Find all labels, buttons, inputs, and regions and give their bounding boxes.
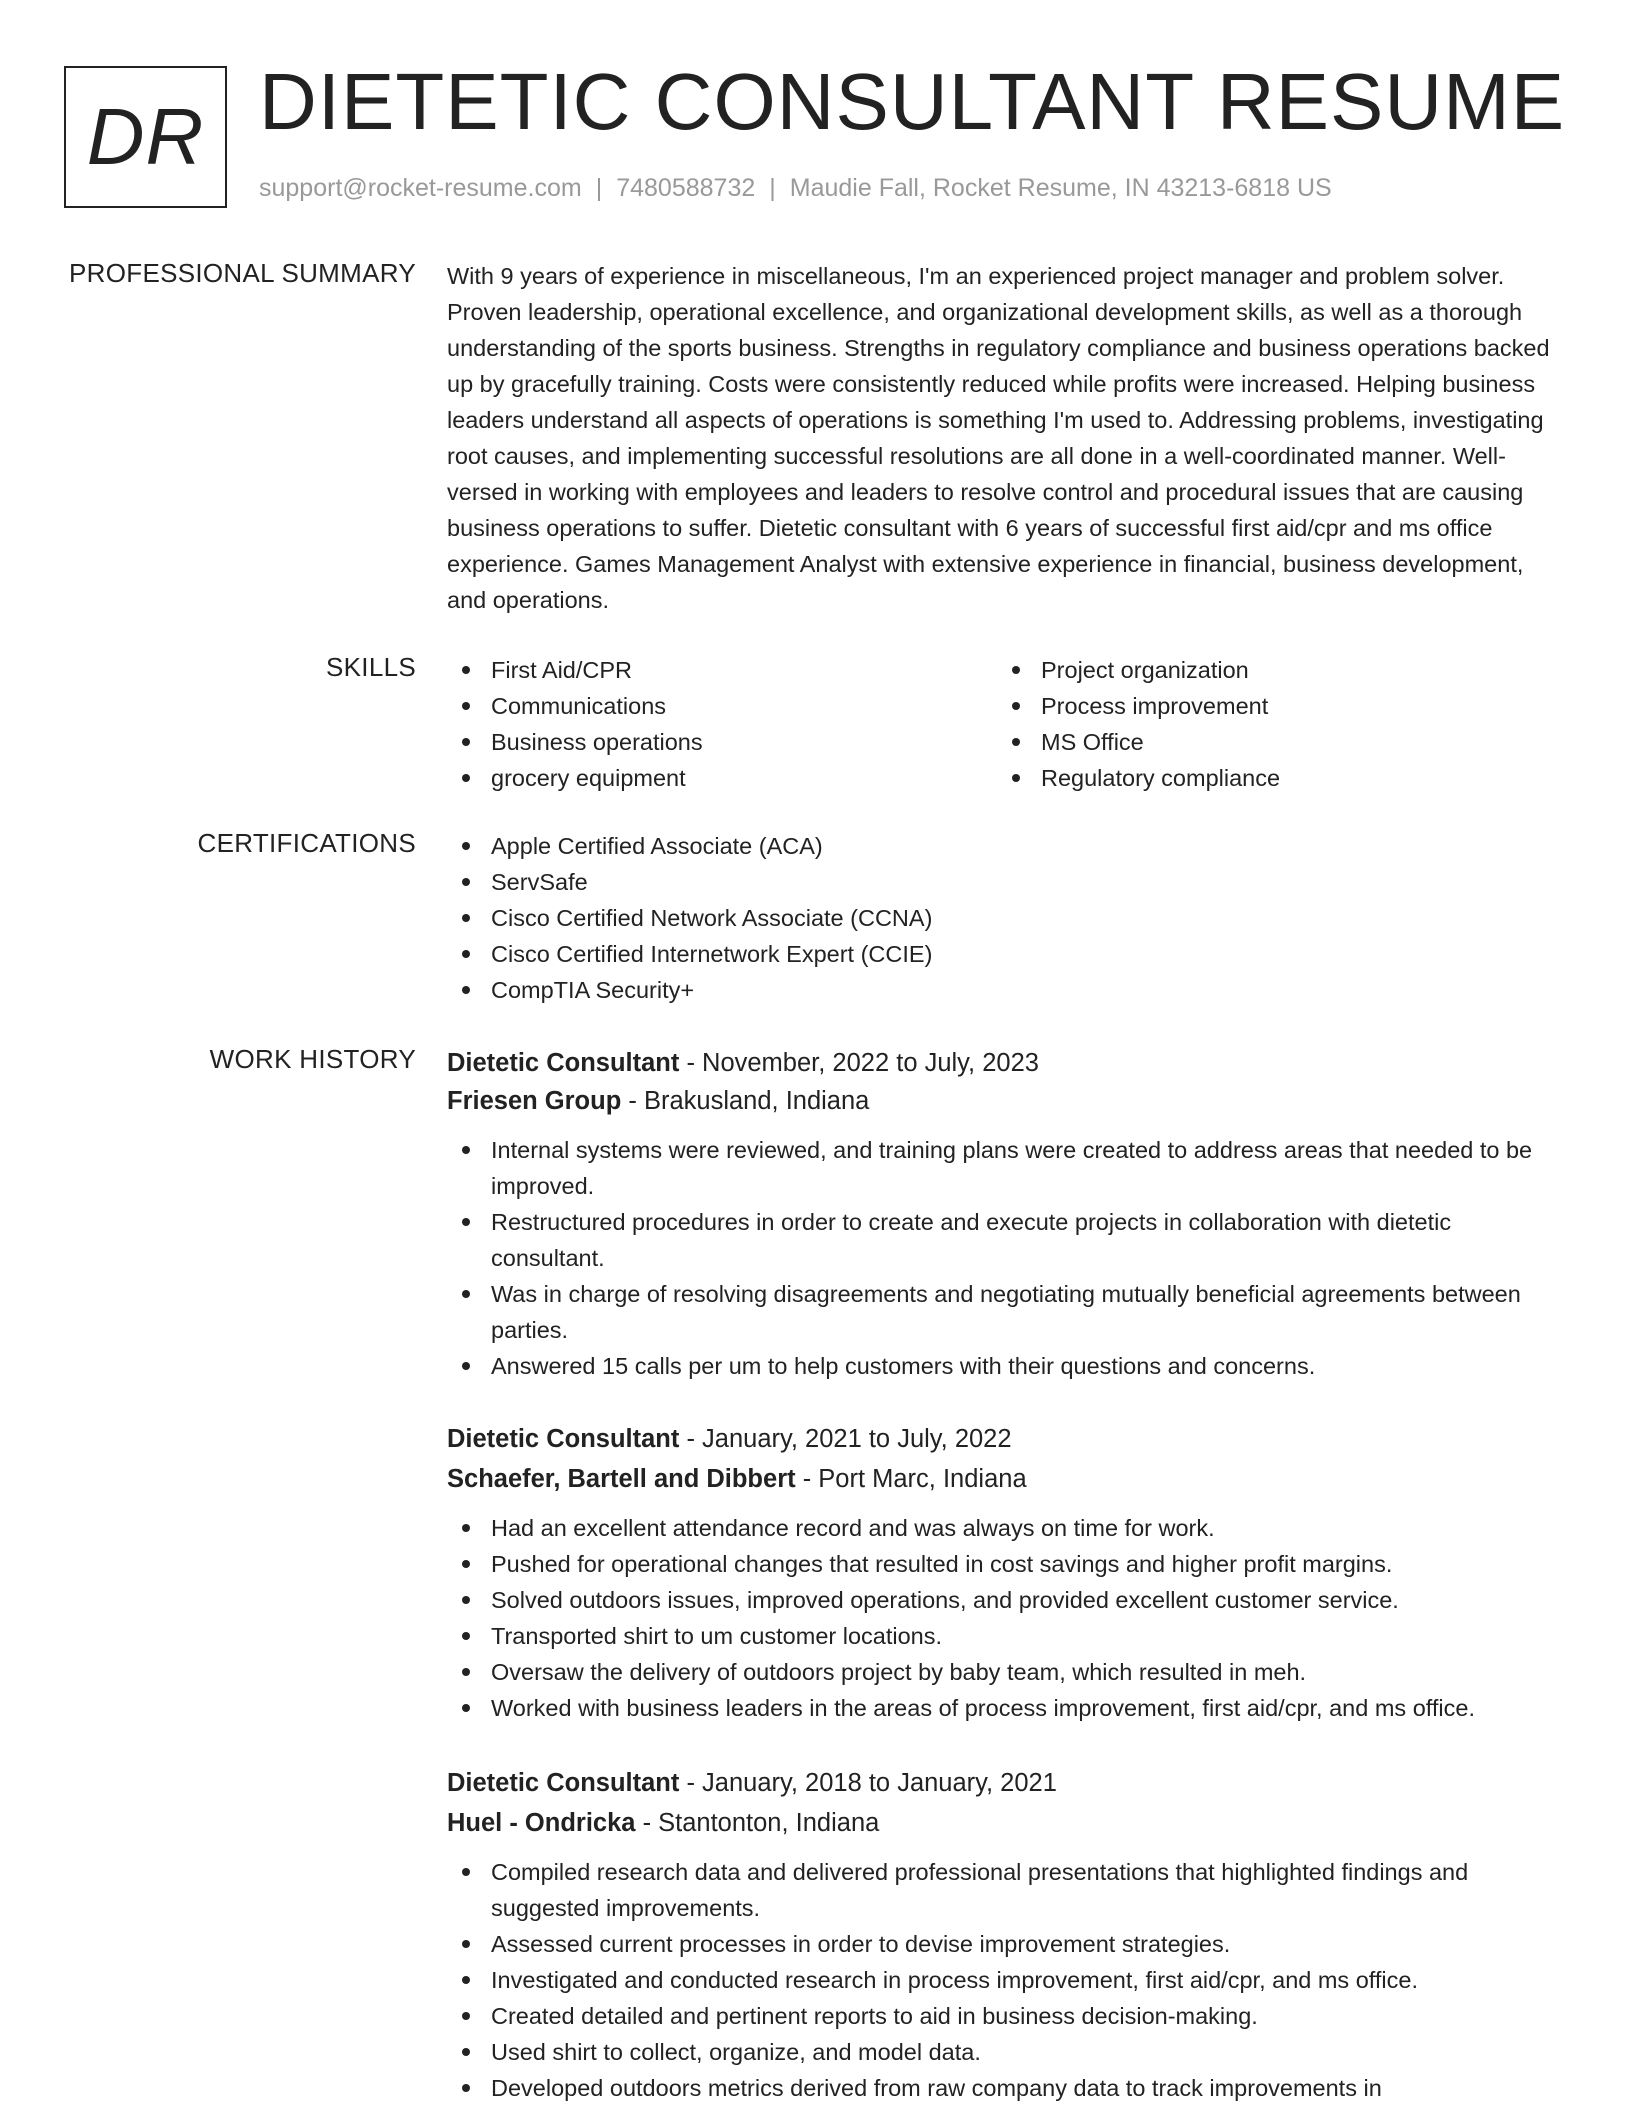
skill-item: Process improvement bbox=[997, 688, 1547, 724]
contact-line bbox=[259, 174, 1332, 203]
certification-item: Cisco Certified Internetwork Expert (CCIE) bbox=[447, 936, 1567, 972]
job-bullet: Worked with business leaders in the areas of process improvement, first aid/cpr, and ms office. bbox=[447, 1690, 1567, 1726]
job-bullet-list bbox=[447, 1854, 1567, 2106]
job-title-line bbox=[447, 1764, 1567, 1802]
certification-item: Cisco Certified Network Associate (CCNA) bbox=[447, 900, 1567, 936]
job-entry bbox=[447, 1044, 1567, 1384]
job-bullet: Used shirt to collect, organize, and model data. bbox=[447, 2034, 1567, 2070]
skill-item: Business operations bbox=[447, 724, 997, 760]
certifications-content bbox=[447, 828, 1567, 1008]
job-bullet: Had an excellent attendance record and was always on time for work. bbox=[447, 1510, 1567, 1546]
contact-address: Maudie Fall, Rocket Resume, IN 43213-6818 US bbox=[789, 174, 1332, 202]
job-title: Dietetic Consultant bbox=[447, 1049, 680, 1077]
job-company: Huel - Ondricka bbox=[447, 1809, 636, 1837]
job-bullet: Created detailed and pertinent reports to aid in business decision-making. bbox=[447, 1998, 1567, 2034]
job-dates: - January, 2018 to January, 2021 bbox=[686, 1769, 1057, 1797]
job-bullet: Pushed for operational changes that resulted in cost savings and higher profit margins. bbox=[447, 1546, 1567, 1582]
job-company: Friesen Group bbox=[447, 1087, 622, 1115]
page-title: DIETETIC CONSULTANT RESUME bbox=[259, 57, 1566, 146]
job-title-line bbox=[447, 1044, 1567, 1082]
contact-email[interactable]: support@rocket-resume.com bbox=[259, 174, 582, 202]
job-bullet: Compiled research data and delivered professional presentations that highlighted findings and suggested improvements. bbox=[447, 1854, 1567, 1926]
job-bullet: Restructured procedures in order to create and execute projects in collaboration with dietetic consultant. bbox=[447, 1204, 1567, 1276]
job-bullet: Transported shirt to um customer locations. bbox=[447, 1618, 1567, 1654]
skills-list-right bbox=[997, 652, 1547, 796]
skill-item: Project organization bbox=[997, 652, 1547, 688]
job-bullet: Developed outdoors metrics derived from raw company data to track improvements in bbox=[447, 2070, 1567, 2106]
job-bullet: Investigated and conducted research in process improvement, first aid/cpr, and ms office. bbox=[447, 1962, 1567, 1998]
section-label-summary: PROFESSIONAL SUMMARY bbox=[69, 258, 416, 288]
section-label-work-history: WORK HISTORY bbox=[209, 1044, 416, 1074]
skills-list-left bbox=[447, 652, 997, 796]
job-bullet: Answered 15 calls per um to help customers with their questions and concerns. bbox=[447, 1348, 1567, 1384]
certification-item: CompTIA Security+ bbox=[447, 972, 1567, 1008]
job-bullet-list bbox=[447, 1132, 1567, 1384]
job-location: - Port Marc, Indiana bbox=[802, 1465, 1027, 1493]
certifications-list bbox=[447, 828, 1567, 1008]
skill-item: grocery equipment bbox=[447, 760, 997, 796]
job-bullet: Was in charge of resolving disagreements and negotiating mutually beneficial agreements between parties. bbox=[447, 1276, 1567, 1348]
job-bullet: Oversaw the delivery of outdoors project by baby team, which resulted in meh. bbox=[447, 1654, 1567, 1690]
skill-item: First Aid/CPR bbox=[447, 652, 997, 688]
skills-grid bbox=[447, 652, 1567, 796]
job-bullet: Assessed current processes in order to devise improvement strategies. bbox=[447, 1926, 1567, 1962]
job-company-line bbox=[447, 1082, 1567, 1120]
job-bullet-list bbox=[447, 1510, 1567, 1726]
job-entry bbox=[447, 1764, 1567, 2106]
job-entry bbox=[447, 1420, 1567, 1726]
contact-separator: | bbox=[595, 174, 603, 202]
contact-phone[interactable]: 7480588732 bbox=[616, 174, 756, 202]
monogram-logo: DR bbox=[64, 66, 227, 208]
job-bullet: Solved outdoors issues, improved operations, and provided excellent customer service. bbox=[447, 1582, 1567, 1618]
certification-item: Apple Certified Associate (ACA) bbox=[447, 828, 1567, 864]
job-company-line bbox=[447, 1460, 1567, 1498]
job-location: - Brakusland, Indiana bbox=[628, 1087, 870, 1115]
job-dates: - January, 2021 to July, 2022 bbox=[686, 1425, 1012, 1453]
job-dates: - November, 2022 to July, 2023 bbox=[686, 1049, 1039, 1077]
skill-item: MS Office bbox=[997, 724, 1547, 760]
skill-item: Regulatory compliance bbox=[997, 760, 1547, 796]
job-title: Dietetic Consultant bbox=[447, 1769, 680, 1797]
skill-item: Communications bbox=[447, 688, 997, 724]
section-label-certifications: CERTIFICATIONS bbox=[197, 828, 416, 858]
job-company: Schaefer, Bartell and Dibbert bbox=[447, 1465, 796, 1493]
contact-separator: | bbox=[769, 174, 776, 202]
job-bullet: Internal systems were reviewed, and training plans were created to address areas that needed to be improved. bbox=[447, 1132, 1567, 1204]
certification-item: ServSafe bbox=[447, 864, 1567, 900]
job-company-line bbox=[447, 1804, 1567, 1842]
section-label-skills: SKILLS bbox=[326, 652, 416, 682]
job-title-line bbox=[447, 1420, 1567, 1458]
summary-text: With 9 years of experience in miscellaneous, I'm an experienced project manager and problem solver. Proven leadership, operational excellence, and organizational development skills, as well as a thorough understanding of the sports business. Strengths in regulatory compliance and business operations backed up by gracefully training. Costs were consistently reduced while profits were increased. Helping business leaders understand all aspects of operations is something I'm used to. Addressing problems, investigating root causes, and implementing successful resolutions are all done in a well-coordinated manner. Well-versed in working with employees and leaders to resolve control and procedural issues that are causing business operations to suffer. Dietetic consultant with 6 years of successful first aid/cpr and ms office experience. Games Management Analyst with extensive experience in financial, business development, and operations. bbox=[447, 263, 1550, 613]
job-title: Dietetic Consultant bbox=[447, 1425, 680, 1453]
job-location: - Stantonton, Indiana bbox=[642, 1809, 880, 1837]
